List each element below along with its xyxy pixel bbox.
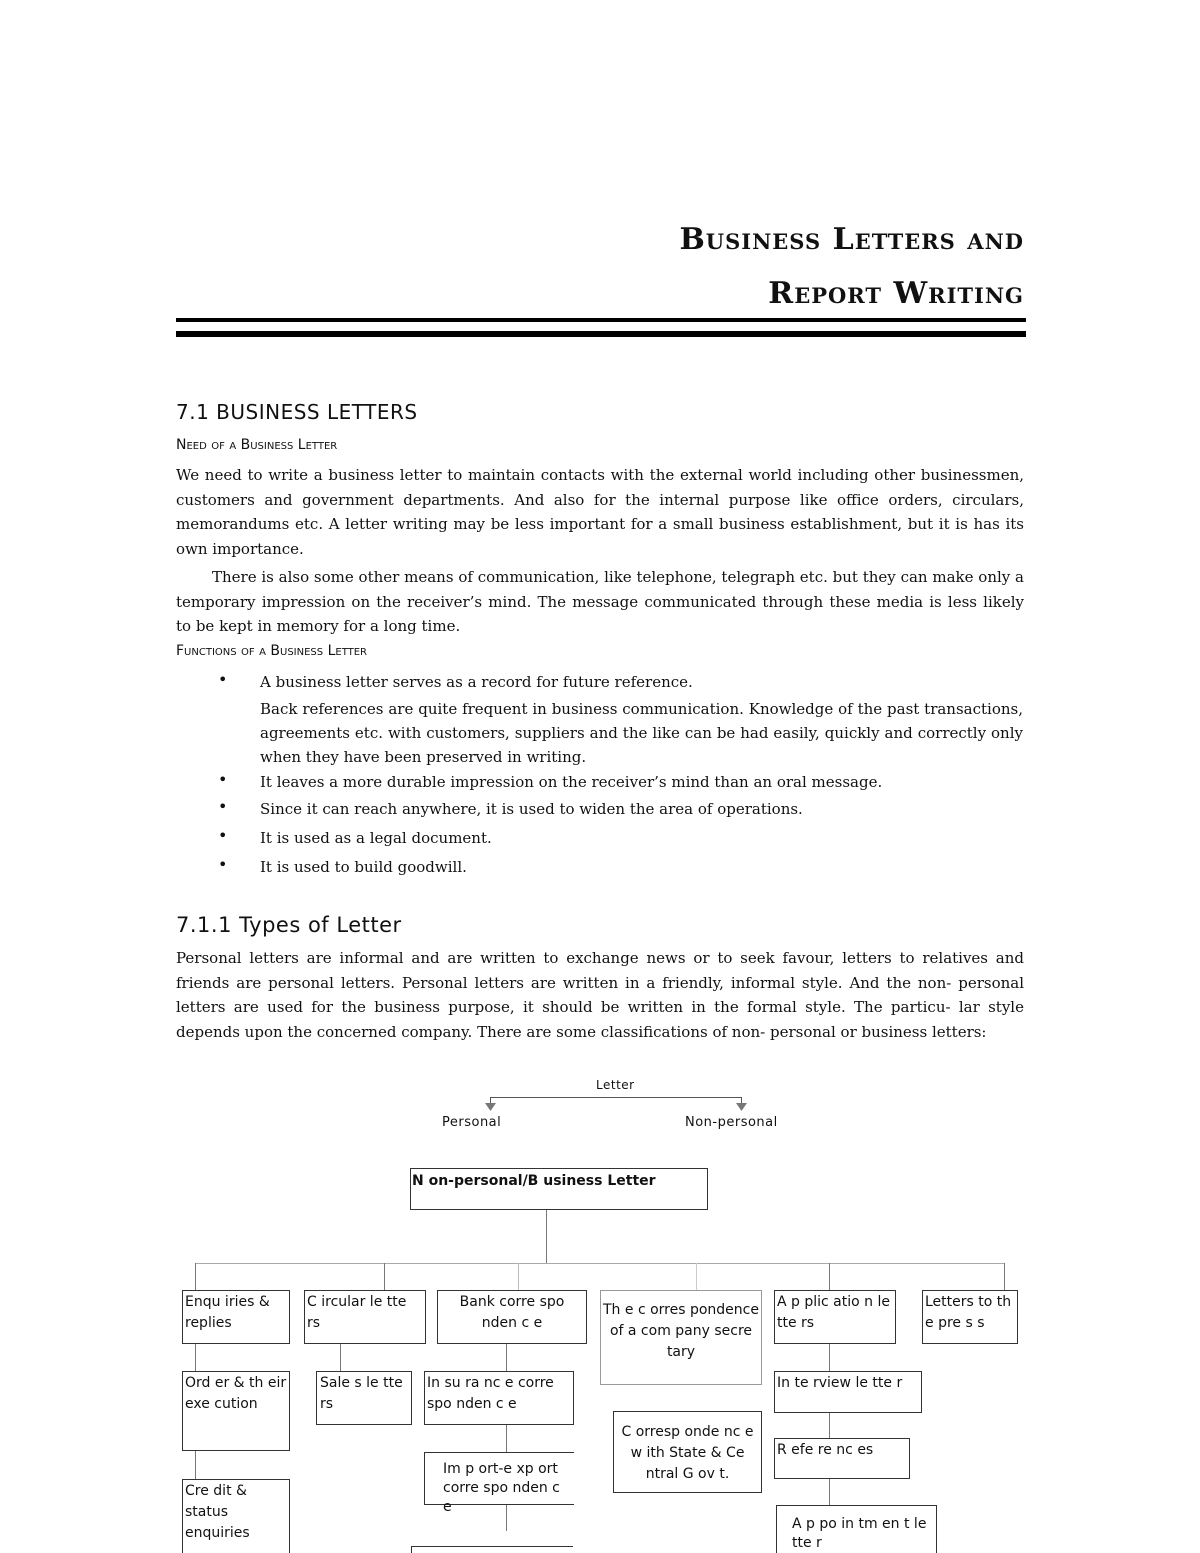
section-heading: 7.1 BUSINESS LETTERS (176, 400, 418, 424)
arrow-down-icon (485, 1103, 497, 1112)
diagram-box-edge (411, 1546, 573, 1547)
credit-status-enquiries-box: Cre dit & status enquiries (182, 1479, 290, 1553)
bullet-item-4: It is used as a legal document. (260, 829, 492, 847)
need-paragraph-2: There is also some other means of communication, like telephone, telegraph etc. but they can make only a temporary impression on the receiver’s mind. The message communicated through these media is less likely to be kept in memory for a long time. (176, 568, 1024, 635)
arrow-down-icon (736, 1103, 748, 1112)
sales-letters-box: Sale s le tte rs (316, 1371, 412, 1425)
diagram-connector (829, 1344, 830, 1371)
interview-letter-box: In te rview le tte r (774, 1371, 922, 1413)
title-rule-thicker (176, 331, 1026, 337)
types-paragraph: Personal letters are informal and are written to exchange news or to seek favour, letters to relatives and friends are personal letters. Personal letters are written in a friendly, informal style. And the non- personal letters are used for the business purpose, it should be written in the formal style. The particu- lar style depends upon the concerned company. There are some classifications of non- personal or business letters: (176, 949, 1024, 1041)
diagram-connector (546, 1210, 547, 1263)
appointment-letter-box: A p po in tm en t le tte r (776, 1505, 937, 1553)
import-export-correspondence-box: Im p ort-e xp ort corre spo nden c e (424, 1452, 574, 1505)
application-letters-box: A p plic atio n le tte rs (774, 1290, 896, 1344)
circular-letters-box: C ircular le tte rs (304, 1290, 426, 1344)
functions-heading: Functions of a Business Letter (176, 643, 367, 659)
bullet-item-1: A business letter serves as a record for future reference. (260, 673, 693, 691)
diagram-connector (490, 1097, 742, 1098)
personal-label: Personal (442, 1115, 502, 1130)
diagram-connector (195, 1263, 196, 1290)
diagram-connector (829, 1263, 830, 1290)
state-central-govt-box: C orresp onde nc e w ith State & Ce ntral G ov t. (613, 1411, 762, 1493)
diagram-connector (696, 1263, 697, 1290)
diagram-connector (506, 1425, 507, 1452)
bullet-icon: • (218, 797, 228, 816)
need-paragraph-1: We need to write a business letter to maintain contacts with the external world including other businessmen, customers and government departments. And also for the internal purpose like office orders, circulars, memorandums etc. A letter writing may be less important for a small business establishment, but it is has its own importance. (176, 466, 1024, 558)
diagram-connector (506, 1505, 507, 1531)
diagram-connector (384, 1263, 385, 1290)
diagram-connector (195, 1344, 196, 1371)
bullet-icon: • (218, 826, 228, 845)
business-letter-root: N on-personal/B usiness Letter (410, 1168, 708, 1210)
diagram-connector (195, 1263, 1005, 1264)
chapter-title-line2: Report Writing (768, 276, 1024, 311)
diagram-connector (340, 1344, 341, 1371)
diagram-connector (518, 1263, 519, 1290)
bullet-item-5: It is used to build goodwill. (260, 858, 467, 876)
diagram-connector (506, 1344, 507, 1371)
bank-correspondence-box: Bank corre spo nden c e (437, 1290, 587, 1344)
enquiries-replies-box: Enqu iries & replies (182, 1290, 290, 1344)
need-heading: Need of a Business Letter (176, 437, 338, 453)
title-rule-thick (176, 318, 1026, 322)
order-execution-box: Ord er & th eir exe cution (182, 1371, 290, 1451)
diagram-connector (1004, 1263, 1005, 1290)
non-personal-label: Non-personal (685, 1115, 778, 1130)
diagram-connector (195, 1451, 196, 1479)
letters-to-press-box: Letters to th e pre s s (922, 1290, 1018, 1344)
diagram-box-edge (411, 1546, 412, 1553)
bullet-item-1-detail: Back references are quite frequent in business communication. Knowledge of the past transactions, agreements etc. with customers, suppliers and the like can be had easily, quickly and correctly only when they have been preserved in writing. (260, 700, 1023, 766)
chapter-title-line1: Business Letters and (679, 222, 1024, 257)
diagram-root-label: Letter (596, 1078, 635, 1092)
bullet-item-2: It leaves a more durable impression on the receiver’s mind than an oral message. (260, 773, 883, 791)
bullet-item-3: Since it can reach anywhere, it is used to widen the area of operations. (260, 800, 803, 818)
insurance-correspondence-box: In su ra nc e corre spo nden c e (424, 1371, 574, 1425)
bullet-icon: • (218, 670, 228, 689)
bullet-icon: • (218, 855, 228, 874)
diagram-connector (829, 1413, 830, 1438)
bullet-icon: • (218, 770, 228, 789)
references-box: R efe re nc es (774, 1438, 910, 1479)
company-secretary-box: Th e c orres pondence of a com pany secre tary (600, 1290, 762, 1385)
subsection-heading: 7.1.1 Types of Letter (176, 913, 402, 937)
diagram-connector (829, 1479, 830, 1505)
